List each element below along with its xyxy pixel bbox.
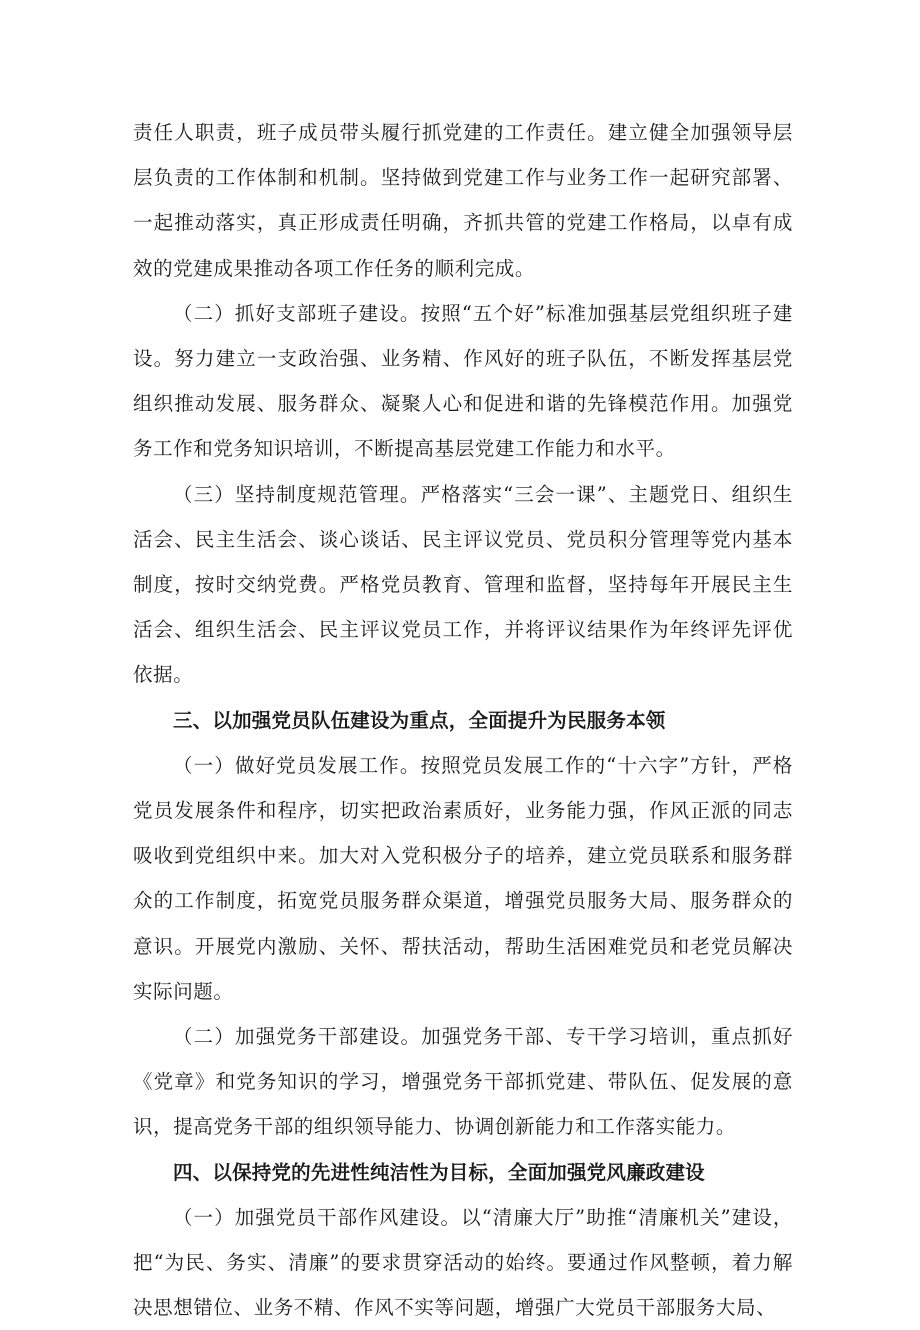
document-body [133, 110, 793, 1330]
section-heading: 三、以加强党员队伍建设为重点，全面提升为民服务本领 [172, 708, 666, 732]
body-paragraph: （一）做好党员发展工作。按照党员发展工作的“十六字”方针，严格党员发展条件和程序，切实把政治素质好，业务能力强，作风正派的同志吸收到党组织中来。加大对入党积极分子的培养，建立党员联系和服务群众的工作制度，拓宽党员服务群众渠道，增强党员服务大局、服务群众的意识。开展党内激励、关怀、帮扶活动，帮助生活困难党员和老党员解决实际问题。 [133, 753, 793, 1003]
body-paragraph: （三）坚持制度规范管理。严格落实“三会一课”、主题党日、组织生活会、民主生活会、谈心谈话、民主评议党员、党员积分管理等党内基本制度，按时交纳党费。严格党员教育、管理和监督，坚持每年开展民主生活会、组织生活会、民主评议党员工作，并将评议结果作为年终评先评优依据。 [133, 482, 793, 687]
section-heading: 四、以保持党的先进性纯洁性为目标，全面加强党风廉政建设 [172, 1160, 705, 1184]
body-paragraph: （二）加强党务干部建设。加强党务干部、专干学习培训，重点抓好《党章》和党务知识的学习，增强党务干部抓党建、带队伍、促发展的意识，提高党务干部的组织领导能力、协调创新能力和工作落实能力。 [133, 1025, 793, 1139]
body-paragraph: （二）抓好支部班子建设。按照“五个好”标准加强基层党组织班子建设。努力建立一支政治强、业务精、作风好的班子队伍，不断发挥基层党组织推动发展、服务群众、凝聚人心和促进和谐的先锋模范作用。加强党务工作和党务知识培训，不断提高基层党建工作能力和水平。 [133, 301, 793, 461]
body-paragraph: （一）加强党员干部作风建设。以“清廉大厅”助推“清廉机关”建设，把“为民、务实、清廉”的要求贯穿活动的始终。要通过作风整顿，着力解决思想错位、业务不精、作风不实等问题，增强广大党员干部服务大局、 [133, 1205, 793, 1320]
body-paragraph: 责任人职责，班子成员带头履行抓党建的工作责任。建立健全加强领导层层负责的工作体制和机制。坚持做到党建工作与业务工作一起研究部署、一起推动落实，真正形成责任明确，齐抓共管的党建工作格局，以卓有成效的党建成果推动各项工作任务的顺利完成。 [133, 121, 793, 280]
